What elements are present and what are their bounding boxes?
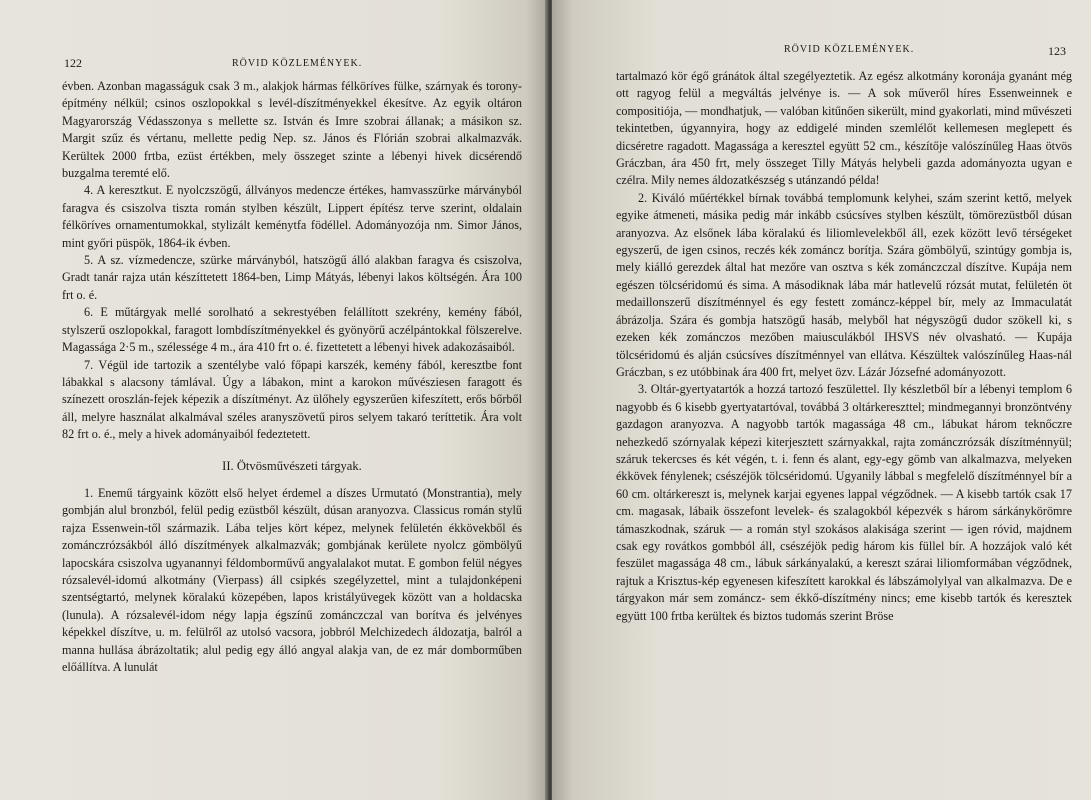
running-head: RÖVID KÖZLEMÉNYEK. bbox=[232, 58, 363, 69]
page-number: 122 bbox=[64, 56, 82, 70]
paragraph: 6. E műtárgyak mellé sorolható a sekrestyében felállított szekrény, kemény fából, stylszerű oszlopokkal, faragott lombdíszítményekkel és gyönyörű aczélpántokkal fölszerelve. Magassága 2·5 m., szélessége 4 m., ára 410 frt o. é. fizettetett a lébenyi hivek adakozásaiból. bbox=[62, 305, 522, 355]
paragraph: 5. A sz. vízmedencze, szürke márványból, hatszögű álló alakban faragva és csiszolva, Gradt tanár rajza után készíttetett 1864-ben, Limp Mátyás, lébenyi lakos költségén. Ára 100 frt o. é. bbox=[62, 253, 522, 302]
page-body bbox=[62, 78, 522, 676]
paragraph: évben. Azonban magasságuk csak 3 m., alakjok hármas félköríves fülke, szárnyak és torony-építmény nélkül; csinos oszlopokkal s levél-díszítményekkel ékesítve. Az egyik oltáron Magyarország Védasszonya s mellette sz. István és Imre szobrai állanak; a másikon sz. Margit szűz és vértanu, mellette pedig Nep. sz. János és Flórián szobrai alkalmazvák. Kerültek 2000 frtba, ezüst értékben, mely összeget szinte a lébenyi hivek dicsérendő buzgalma teremté elő. bbox=[62, 79, 522, 181]
paragraph: 1. Enemű tárgyaink között első helyet érdemel a díszes Urmutató (Monstrantia), mely gombján alul bronzból, felül pedig ezüstből készült, dúsan aranyozva. Classicus román stylű rajza Essenwein-től származik. Lába teljes kört képez, melynek felületén ékkövekből és zománczrózsákból álló díszítmények alkalmazvák; gombjának kerülete nyolcz gömbölyű lapocskára csiszolva ugyanannyi féldomborművű angyalalakot mutat. E gombon felül négyes rózsalevél-idomú alkotmány (Vierpass) áll csipkés szegélyzettel, mint a tulajdonképeni szentségtartó, melynek köralakú közepében, lapos kristályüvegek között van a holdacska (lunula). A rózsalevél-idom négy lapja égszínű zománczczal van borítva és jelvényes képekkel díszítve, u. m. felülről az utolsó vacsora, jobbról Melchizedech áldozatja, balról a manna hullása ábrázoltatik; alul pedig egy álló angyal alakja van, de ez már domborműben előállítva. A lunulát bbox=[62, 485, 522, 674]
section-heading: II. Ötvösművészeti tárgyak. bbox=[222, 458, 362, 473]
page-body bbox=[616, 68, 1072, 625]
paragraph: tartalmazó kör égő gránátok által szegélyeztetik. Az egész alkotmány koronája gyanánt még ott ragyog felül a megváltás jelvénye is. — A sok műveről híres Essenweinnek e compositiója, — mondhatjuk, — valóban kitűnően sikerült, mind gyakorlati, mind művészeti tekintetben, úgyannyira, hogy az eddigelé minden szemlélőt kellemesen meglepett és dicséretre ragadott. Magassága a keresztel együtt 52 cm., készítője valószínűleg Haas ötvös Gráczban, ára 450 frt, mely összeget Tilly Mátyás helybeli gazda adományozta ugyan e czélra. Mily nemes áldozatkészség s utánzandó példa! bbox=[616, 69, 1072, 188]
running-head: RÖVID KÖZLEMÉNYEK. bbox=[784, 44, 915, 55]
page-number: 123 bbox=[1048, 44, 1066, 58]
right-page bbox=[552, 0, 1091, 800]
paragraph: 3. Oltár-gyertyatartók a hozzá tartozó feszülettel. Ily készletből bír a lébenyi templom 6 nagyobb és 6 kisebb gyertyatartóval, továbbá 3 oltárkereszttel; mindmegannyi bronzöntvény gazdagon aranyozva. A nagyobb tartók magassága 48 cm., lábukat három teknőczre nehezkedő szórnyalak képezi kiterjesztett szárnyakkal, rajta zománczrózsák díszítménnyül; száruk tekercses és két végén, t. i. fenn és alant, egy-egy gömb van alkalmazva, melyeken ékkövek fénylenek; csészéjök tölcséridomú. Ugyanily lábbal s megfelelő díszítménnyel bír a 60 cm. oltárkereszt is, melynek karjai egyenes lappal végződnek. — A kisebb tartók csak 17 cm. magasak, lábaik összefont levelek- és szalagokból képezvék s három sárkánykörömre támaszkodnak, száruk — a román styl szokásos alakisága szerint — igen róvid, majdnem csak egy rovátkos gombból áll, csészéjök pedig három kis füllel bír. A hozzájok való két feszület magassága 48 cm., lábuk sárkányalakú, a kereszt szárai liliomformában végződnek, rajtuk a Krisztus-kép egyenesen kifeszített karokkal és lábszámolylyal van alkalmazva. De e tárgyakon már sem zománcz- sem ékkő-díszítmény nincs; eme kisebb tartók és keresztek együtt 100 frtba kerültek és biztos tudomás szerint Bröse bbox=[616, 382, 1072, 623]
paragraph: 4. A keresztkut. E nyolczszögű, állványos medencze értékes, hamvasszürke márványból faragva és csiszolva tiszta román stylben készült, Lippert építész terve szerint, oldalain félköríves ornamentumokkal, stylizált keménytfa födéllel. Adományozója nm. Simor János, mint győri püspök, 1864-ik évben. bbox=[62, 183, 522, 250]
paragraph: 2. Kiváló műértékkel bírnak továbbá templomunk kelyhei, szám szerint kettő, melyek egyike átmeneti, másika pedig már inkább csúcsíves stylben készült, tömörezüstből dúsan aranyozva. Az elsőnek lába köralakú és liliomlevelekből áll, ezek között levő térségeket egyszerű, de igen csinos, reczés kék zománcz borítja. Szára gömbölyű, szintúgy gombja is, mely kiálló gerezdek által hat mezőre van osztva s kék zománczczal díszítve. Kupája nem egészen tölcséridomú és sima. A másodiknak lába már hatlevelű rózsát mutat, felületén öt medaillonszerű díszítménnyel és egy festett zománcz-képpel bír, mely az Immaculatát ábrázolja. Szára és gombja hatszögű hasáb, melyből hat négyszögű dudor szökell ki, s ezeken kék zománczos mezőben maiusculákból IHSVS név olvasható. — Kupája tölcséridomú és alján csúcsíves díszítménnyel van ellátva. Készültek valószínűleg Haas-nál Gráczban, s ez utóbbinak ára 400 frt, melyet özv. Lázár Józsefné adományozott. bbox=[616, 190, 1072, 379]
paragraph: 7. Végül ide tartozik a szentélybe való főpapi karszék, kemény fából, keresztbe font lábakkal s alacsony támlával. Úgy a lábakon, mint a karokon művésziesen faragott és színezett oroszlán-fejek képezik a díszítményt. Az ülőhely egyszerűen kifeszített, erős bőrből áll, melyre használat alkalmával széles aranyszövetű piros selyem takaró teríttetik. Ára volt 82 frt o. é., mely a hivek adományaiból fedeztetett. bbox=[62, 357, 522, 442]
